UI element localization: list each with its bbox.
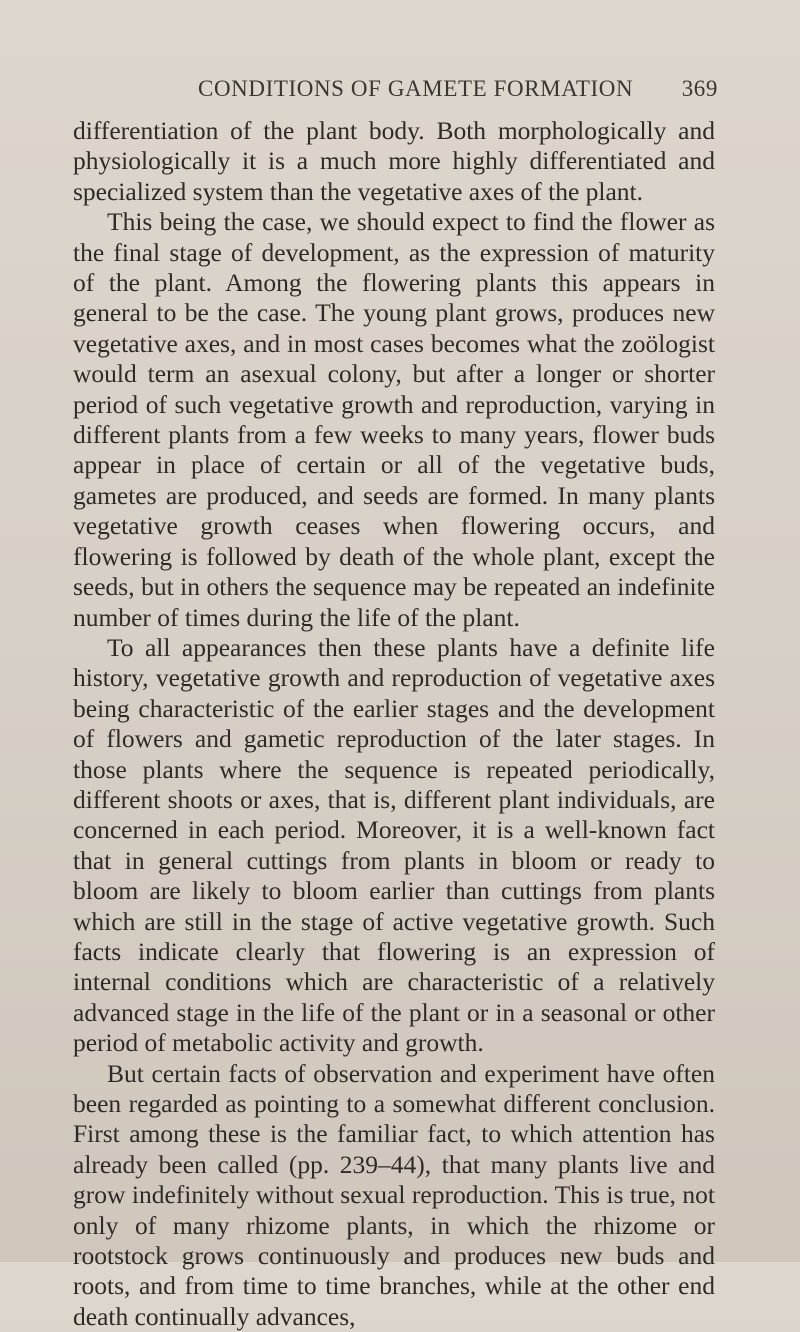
paragraph-4: But certain facts of observation and experiment have often been regarded as pointing to a somewhat different conclusion. First among these is the familiar fact, to which attention has already been called (pp. 239–44), that many plants live and grow indefinitely without sexual reproduction. This is true, not only of many rhizome plants, in which the rhizome or rootstock grows continuously and produces new buds and roots, and from time to time branches, while at the other end death continually advances, [73,1058,715,1331]
chapter-title: CONDITIONS OF GAMETE FORMATION [198,76,634,101]
paragraph-3: To all appearances then these plants have a definite life history, vegetative growth and reproduction of vegetative axes being characteristic of the earlier stages and the development of flowers and gametic reproduction of the later stages. In those plants where the sequence is repeated periodically, different shoots or axes, that is, different plant individuals, are concerned in each period. Moreover, it is a well-known fact that in general cuttings from plants in bloom or ready to bloom are likely to bloom earlier than cuttings from plants which are still in the stage of active vegetative growth. Such facts indicate clearly that flowering is an expression of internal conditions which are characteristic of a relatively advanced stage in the life of the plant or in a seasonal or other period of metabolic activity and growth. [73,632,715,1058]
running-header [198,76,718,106]
page-number: 369 [681,76,718,101]
paragraph-2: This being the case, we should expect to find the flower as the final stage of development, as the expression of maturity of the plant. Among the flowering plants this appears in general to be the case. The young plant grows, produces new vegetative axes, and in most cases becomes what the zoölogist would term an asexual colony, but after a longer or shorter period of such vegetative growth and reproduction, varying in different plants from a few weeks to many years, flower buds appear in place of certain or all of the vegetative buds, gametes are produced, and seeds are formed. In many plants vegetative growth ceases when flowering occurs, and flowering is followed by death of the whole plant, except the seeds, but in others the sequence may be repeated an indefinite number of times during the life of the plant. [73,207,715,632]
body-text [73,116,715,1332]
paragraph-1: differentiation of the plant body. Both morphologically and physiologically it is a much more highly differentiated and specialized system than the vegetative axes of the plant. [73,116,715,206]
